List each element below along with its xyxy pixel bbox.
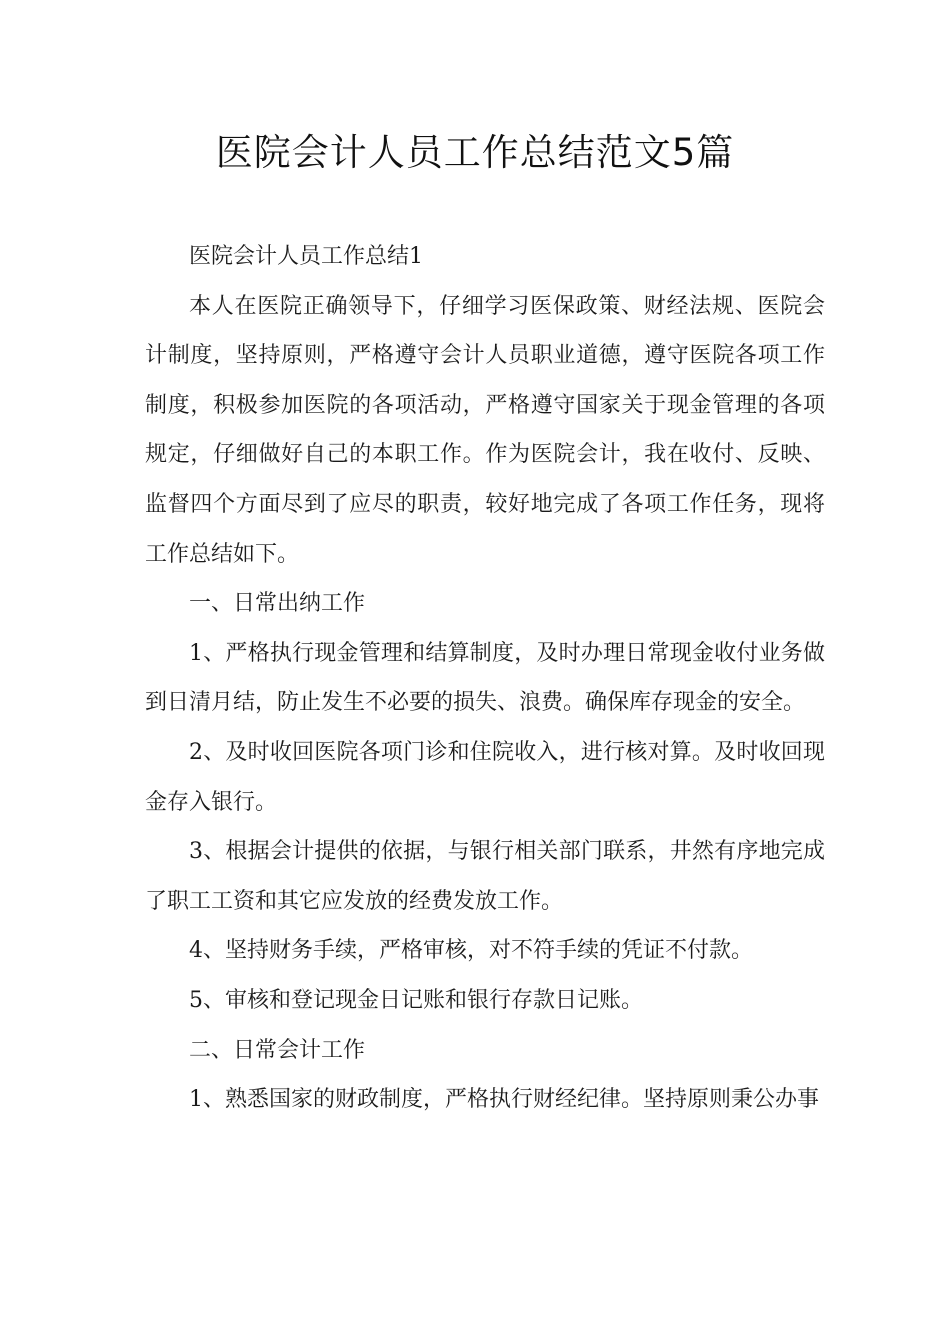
section-heading-cashier: 一、日常出纳工作 <box>189 591 366 617</box>
section-heading: 医院会计人员工作总结1 <box>189 244 423 269</box>
paragraph-item: 2、及时收回医院各项门诊和住院收入，进行核对算。及时收回现金存入银行。 <box>145 739 825 815</box>
paragraph-item: 3、根据会计提供的依据，与银行相关部门联系，井然有序地完成了职工工资和其它应发放的经费发放工作。 <box>145 839 825 914</box>
document-body <box>145 232 825 1125</box>
paragraph-item: 1、熟悉国家的财政制度，严格执行财经纪律。坚持原则秉公办事 <box>189 1087 819 1113</box>
paragraph-item: 4、坚持财务手续，严格审核，对不符手续的凭证不付款。 <box>189 938 753 964</box>
section-heading-accounting: 二、日常会计工作 <box>189 1037 366 1063</box>
paragraph-intro: 本人在医院正确领导下，仔细学习医保政策、财经法规、医院会计制度，坚持原则，严格遵守会计人员职业道德，遵守医院各项工作制度，积极参加医院的各项活动，严格遵守国家关于现金管理的各项规定，仔细做好自己的本职工作。作为医院会计，我在收付、反映、监督四个方面尽到了应尽的职责，较好地完成了各项工作任务，现将工作总结如下。 <box>145 293 825 567</box>
paragraph-item: 1、严格执行现金管理和结算制度，及时办理日常现金收付业务做到日清月结，防止发生不必要的损失、浪费。确保库存现金的安全。 <box>145 640 825 716</box>
paragraph-item: 5、审核和登记现金日记账和银行存款日记账。 <box>189 987 643 1013</box>
document-title: 医院会计人员工作总结范文5篇 <box>215 131 735 174</box>
